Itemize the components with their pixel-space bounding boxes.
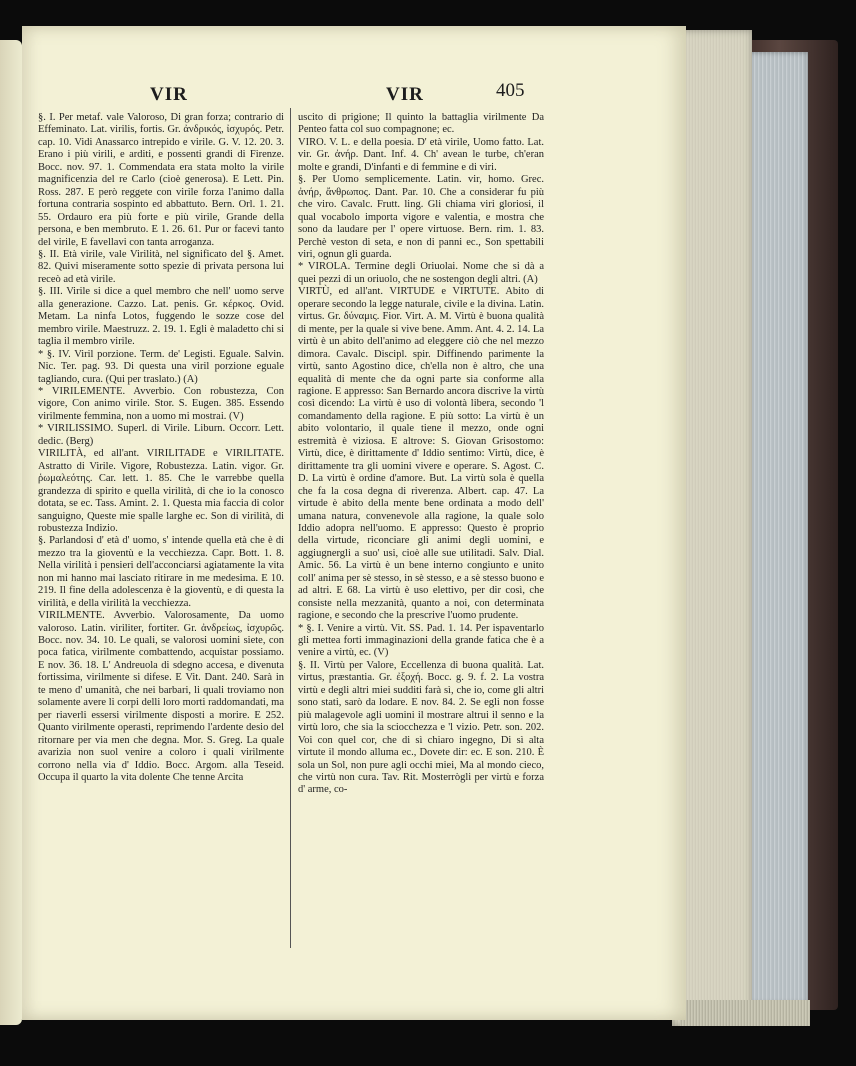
- previous-page-edge: [0, 40, 22, 1025]
- entry-paragraph: VIRTÙ, ed all'ant. VIRTUDE e VIRTUTE. Abito di operare secondo la legge naturale, civile e la divina. Latin. virtus. Gr. δύναμις. Fior. Virt. A. M. Virtù è buona qualità di mente, per la quale si vive bene. Amm. Ant. 4. 2. 14. La virtù è un abito dell'animo ad eleggere ciò che nel mezzo dimora. Cavalc. Discipl. spir. Diffinendo parimente la virtù, santo Agostino dice, ch'ella non è altro, che una equalità di mente che da ogni parte sia conforme alla ragione. E appresso: San Bernardo ancora discrive la virtù così dicendo: La virtù è uso di volontà libera, secondo 'l comandamento della ragione. E più sotto: La virtù è un abito volontario, il quale tiene il mezzo, onde ogni estremità è viziosa. E altrove: S. Giovan Grisostomo: Virtù, dice, è dirittamente d' Iddio sentimo: Virtù, dice, è dirittamente tra gli uomini vivere e operare. S. Agost. C. D. La virtù è ordine d'amore. But. La virtù sola è quella che fa la cosa degna di riverenza. Albert. cap. 47. La virtude è abito della mente bene ordinata a modo dell' umana natura, convenevole alla ragione, la quale solo Iddio adopra nell'uomo. E appresso: Questo è proprio della virtude, riconciare gli animi degli uomini, e aggiugnergli a suo' usi, cioè alle sue utilitadi. Salv. Dial. Amic. 56. La virtù è un bene interno congiunto e unito coll' anima per sè stesso, in sè stesso, e a sè stesso buono e ad altri. E 68. La virtù è uso elettivo, per dir così, che consiste nella mezzanità, quanto a noi, con determinata ragione, e secondo che la prescrive l'uomo prudente.: [298, 286, 544, 622]
- right-running-head: VIR: [386, 84, 424, 105]
- entry-paragraph: * VIROLA. Termine degli Oriuolai. Nome che si dà a quei pezzi di un oriuolo, che ne sostengon degli altri. (A): [298, 261, 544, 285]
- right-column: [298, 112, 544, 950]
- entry-paragraph: §. I. Per metaf. vale Valoroso, Di gran forza; contrario di Effeminato. Lat. virilis, fortis. Gr. ἀνδρικός, ἰσχυρός. Petr. cap. 10. Vidi Anassarco intrepido e virile. G. V. 12. 20. 3. Erano i più virili, e arditi, e possenti grandi di Firenze. Bocc. nov. 97. 1. Commendata era stata molto la virile magnificenzia del re Carlo (cioè generosa). E Lett. Pin. Ross. 287. E però reggete con virile forza l'animo dalla fortuna contraria sospinto ed abbattuto. Bern. Orl. 1. 21. 55. Ordauro era più forte e più virile, Grande della persona, e ben membruto. E 1. 26. 61. Pur or facevi tanto del virile, E favellavi con tanta arroganza.: [38, 112, 284, 248]
- page-stack-bottom: [680, 1000, 810, 1026]
- entry-paragraph: VIRO. V. L. e della poesia. D' età virile, Uomo fatto. Lat. vir. Gr. ἀνήρ. Dant. Inf. 4. Ch' avean le turbe, ch'eran molte e grandi, D'infanti e di femmine e di viri.: [298, 136, 544, 173]
- entry-paragraph: §. II. Virtù per Valore, Eccellenza di buona qualità. Lat. virtus, præstantia. Gr. ἐξοχή. Bocc. g. 9. f. 2. La vostra virtù e degli altri miei sudditi farà sì, che io, come gli altri sono stati, sarò da lodare. E nov. 84. 2. Se egli non fosse più malagevole agli uomini il mostrare altrui il senno e la virtù loro, che sia la sciocchezza e 'l vizio. Petr. son. 202. Voi con quel cor, che di sì chiaro ingegno, Di sì alta virtute il mondo alluma ec., Dovete dir: ec. E son. 210. È sola un Sol, non pure agli occhi miei, Ma al mondo cieco, che virtù non cura. Tav. Rit. Mosterrògli per virtù e forza d' arme, co-: [298, 659, 544, 796]
- entry-paragraph: * VIRILEMENTE. Avverbio. Con robustezza, Con vigore, Con animo virile. Stor. S. Eugen. 385. Essendo virilmente femmina, non a uomo mi mostrai. (V): [38, 385, 284, 422]
- entry-paragraph: * §. IV. Viril porzione. Term. de' Legisti. Eguale. Salvin. Nic. Ter. pag. 93. Di questa una viril porzione eguale tagliando, cura. (Qui per traslato.) (A): [38, 348, 284, 385]
- page-block-edge: [748, 52, 808, 1004]
- left-running-head: VIR: [150, 84, 188, 105]
- entry-paragraph: §. Parlandosi d' età d' uomo, s' intende quella età che è di mezzo tra la gioventù e la vecchiezza. Capr. Bott. 1. 8. Nella virilità i pensieri dell'acconciarsi agiatamente la vita non mi hanno mai lasciato ritirare in me medesima. E 10. 219. Il fine della adolescenza è la gioventù, e di questa la virilità, e della virilità la vecchiezza.: [38, 535, 284, 609]
- entry-paragraph: §. II. Età virile, vale Virilità, nel significato del §. Amet. 82. Quivi miseramente sotto spezie di privata persona lui receò ad età virile.: [38, 248, 284, 285]
- entry-paragraph: VIRILMENTE. Avverbio. Valorosamente, Da uomo valoroso. Latin. viriliter, fortiter. Gr. ἀνδρείως, ἰσχυρῶς. Bocc. nov. 34. 10. Le quali, se valorosi uomini siete, con poca fatica, virilmente combattendo, acquistar possiamo. E nov. 36. 18. L' Andreuola di sdegno accesa, e divenuta fortissima, virilmente si difese. E Vit. Dant. 240. Sarà in te meno d' umanità, che nei barbari, li quali troviamo non solamente avere li corpi delli loro morti raddomandati, ma per riaverli essersi virilmente disposti a morire. E 252. Quanto virilmente operasti, reprimendo l'ardente desio del ritornare per via men che degna. Mor. S. Greg. La quale avarizia non suol venire a coloro i quali virilmente corrono nella via d' Iddio. Bocc. Argom. alla Teseid. Occupa il quarto la vita dolente Che tenne Arcita: [38, 610, 284, 784]
- entry-paragraph: §. Per Uomo semplicemente. Latin. vir, homo. Grec. ἀνήρ, ἄνθρωπος. Dant. Par. 10. Che a considerar fu più che viro. Cavalc. Frutt. ling. Gli chiama viri gloriosi, il qual vocabolo importa vigore e valentia, e mostra che sono da laudare per l' opere virtuose. Bern. rim. 1. 83. Perchè veston di seta, e non di panni ec., Son spettabili viri, ognun gli guarda.: [298, 174, 544, 260]
- entry-paragraph: uscito di prigione; Il quinto la battaglia virilmente Da Penteo fatta col suo compagnone; ec.: [298, 112, 544, 136]
- page-number: 405: [496, 80, 525, 101]
- column-divider: [290, 108, 291, 948]
- entry-paragraph: * VIRILISSIMO. Superl. di Virile. Liburn. Occorr. Lett. dedic. (Berg): [38, 423, 284, 447]
- entry-paragraph: §. III. Virile si dice a quel membro che nell' uomo serve alla generazione. Cazzo. Lat. penis. Gr. κέρκος. Ovid. Metam. La ninfa Lotos, fuggendo le sozze cose del membro virile. Maestruzz. 2. 19. 1. Egli è maladetto chi si taglia il membro virile.: [38, 286, 284, 348]
- entry-paragraph: VIRILITÀ, ed all'ant. VIRILITADE e VIRILITATE. Astratto di Virile. Vigore, Robustezza. Latin. vigor. Gr. ῥωμαλεότης. Car. lett. 1. 85. Che le varrebbe quella grandezza di spirito e quella virilità, di che io la conosco dotata, se ec. Tass. Amint. 2. 1. Questa mia faccia di color sanguigno, Queste mie spalle larghe ec. Son di virilità, di robustezza Indizio.: [38, 448, 284, 534]
- left-column: [38, 112, 284, 950]
- entry-paragraph: * §. I. Venire a virtù. Vit. SS. Pad. 1. 14. Per ispaventarlo gli mettea forti immaginazioni della grande fatica che è a venire a virtù, ec. (V): [298, 622, 544, 659]
